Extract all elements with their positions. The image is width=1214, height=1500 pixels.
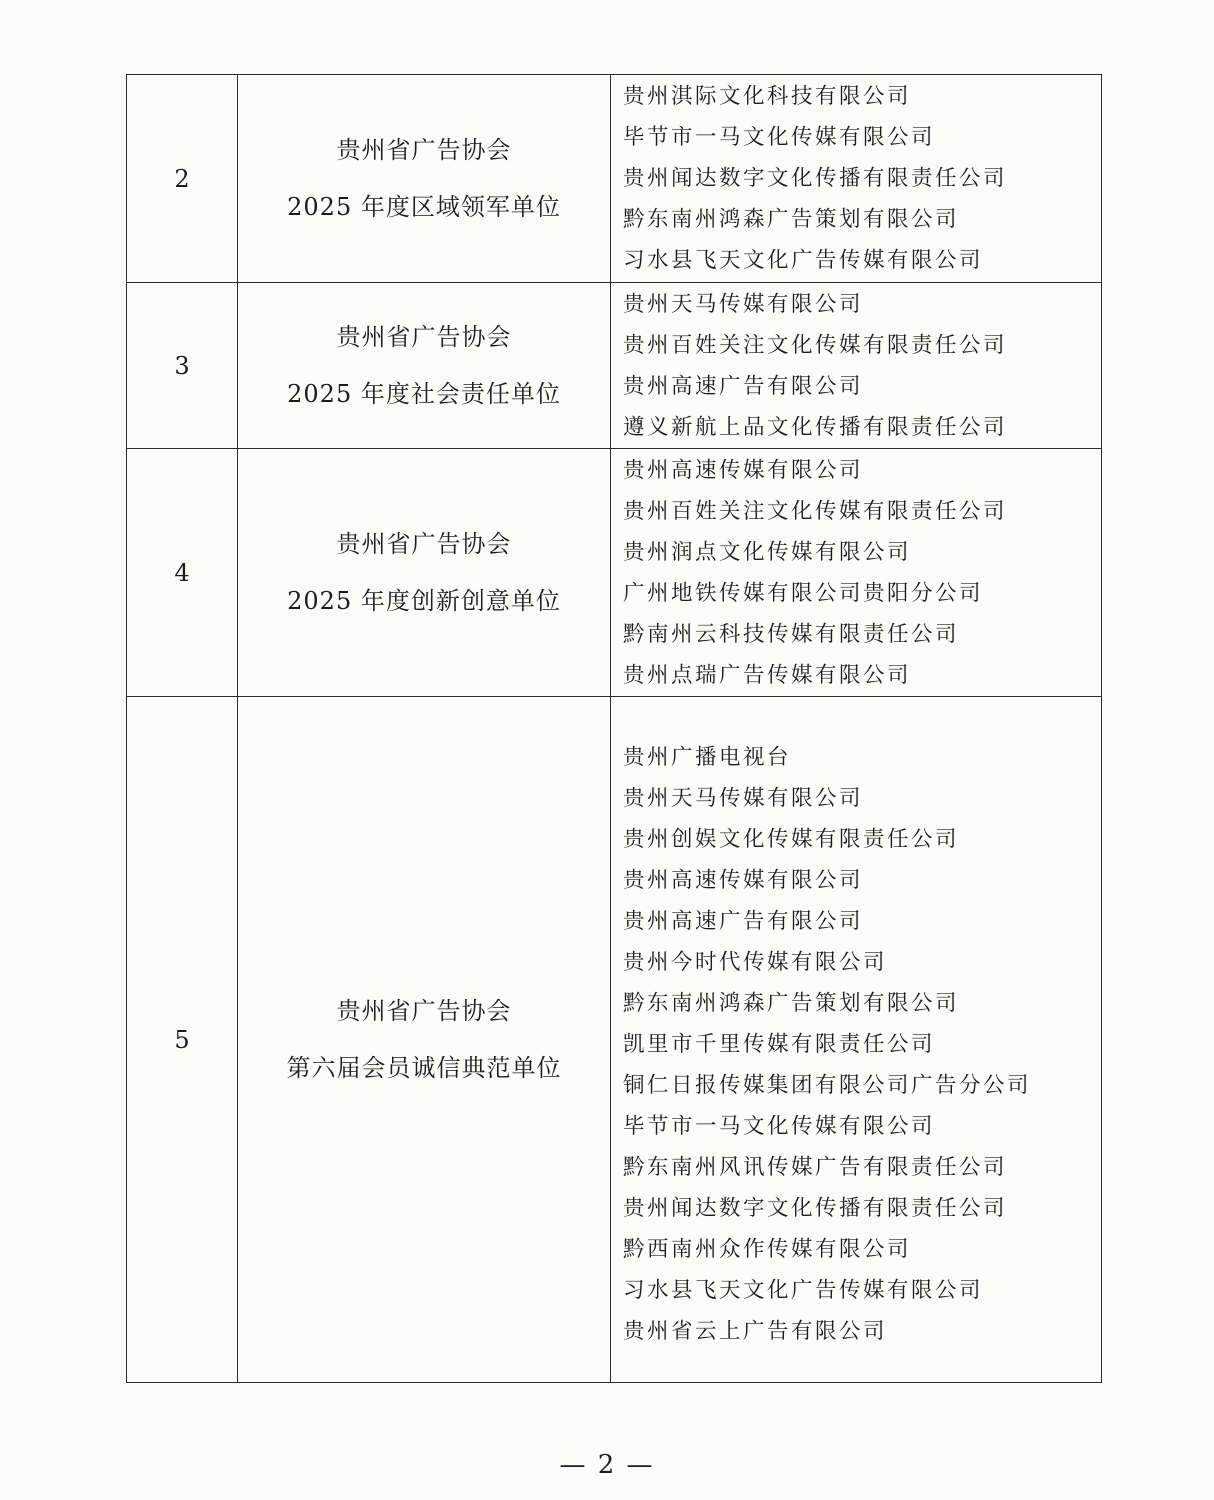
company-name: 贵州高速传媒有限公司 [623,457,864,483]
award-name [238,75,611,283]
award-name-line1: 贵州省广告协会 [336,529,512,558]
company-name: 贵州闻达数字文化传播有限责任公司 [623,166,1008,191]
row-number: 4 [127,449,238,697]
company-name: 贵州淇际文化科技有限公司 [623,84,912,109]
company-name: 贵州今时代传媒有限公司 [623,950,888,975]
award-name-line2: 2025 年度社会责任单位 [287,379,561,408]
company-name: 黔东南州风讯传媒广告有限责任公司 [623,1155,1008,1180]
company-name: 黔南州云科技传媒有限责任公司 [623,621,960,647]
company-name: 凯里市千里传媒有限责任公司 [623,1032,936,1057]
company-name: 黔东南州鸿森广告策划有限公司 [623,207,960,232]
row-number: 3 [127,283,238,449]
award-name-line1: 贵州省广告协会 [336,322,512,351]
table-row [127,75,1102,283]
company-list [611,449,1102,697]
company-name: 贵州高速传媒有限公司 [623,868,864,893]
company-name: 贵州润点文化传媒有限公司 [623,539,912,565]
company-name: 贵州广播电视台 [623,745,792,770]
company-name: 贵州点瑞广告传媒有限公司 [623,662,912,688]
row-number: 2 [127,75,238,283]
company-name: 贵州天马传媒有限公司 [623,786,864,811]
award-name [238,449,611,697]
company-name: 广州地铁传媒有限公司贵阳分公司 [623,580,984,606]
table-row [127,283,1102,449]
company-name: 黔东南州鸿森广告策划有限公司 [623,991,960,1016]
company-name: 贵州百姓关注文化传媒有限责任公司 [623,332,1008,358]
award-name [238,283,611,449]
company-name: 铜仁日报传媒集团有限公司广告分公司 [623,1073,1032,1098]
company-name: 贵州高速广告有限公司 [623,909,864,934]
company-name: 贵州高速广告有限公司 [623,373,864,399]
page-number: — 2 — [559,1450,655,1480]
table-row [127,697,1102,1383]
company-list [611,75,1102,283]
award-name-line1: 贵州省广告协会 [336,996,512,1025]
company-name: 贵州闻达数字文化传播有限责任公司 [623,1196,1008,1221]
company-name: 贵州百姓关注文化传媒有限责任公司 [623,498,1008,524]
company-name: 贵州创娱文化传媒有限责任公司 [623,827,960,852]
award-name-line1: 贵州省广告协会 [336,135,512,164]
table-row [127,449,1102,697]
company-name: 遵义新航上品文化传播有限责任公司 [623,414,1008,440]
company-list [611,697,1102,1383]
company-name: 毕节市一马文化传媒有限公司 [623,125,936,150]
company-name: 黔西南州众作传媒有限公司 [623,1237,912,1262]
award-name-line2: 第六届会员诚信典范单位 [286,1053,562,1082]
award-name-line2: 2025 年度创新创意单位 [287,586,561,615]
company-name: 贵州天马传媒有限公司 [623,291,864,317]
company-name: 贵州省云上广告有限公司 [623,1319,888,1344]
company-name: 毕节市一马文化传媒有限公司 [623,1114,936,1139]
row-number: 5 [127,697,238,1383]
award-name-line2: 2025 年度区域领军单位 [287,192,561,221]
award-table [126,74,1102,1383]
award-name [238,697,611,1383]
company-list [611,283,1102,449]
company-name: 习水县飞天文化广告传媒有限公司 [623,1278,984,1303]
company-name: 习水县飞天文化广告传媒有限公司 [623,248,984,273]
